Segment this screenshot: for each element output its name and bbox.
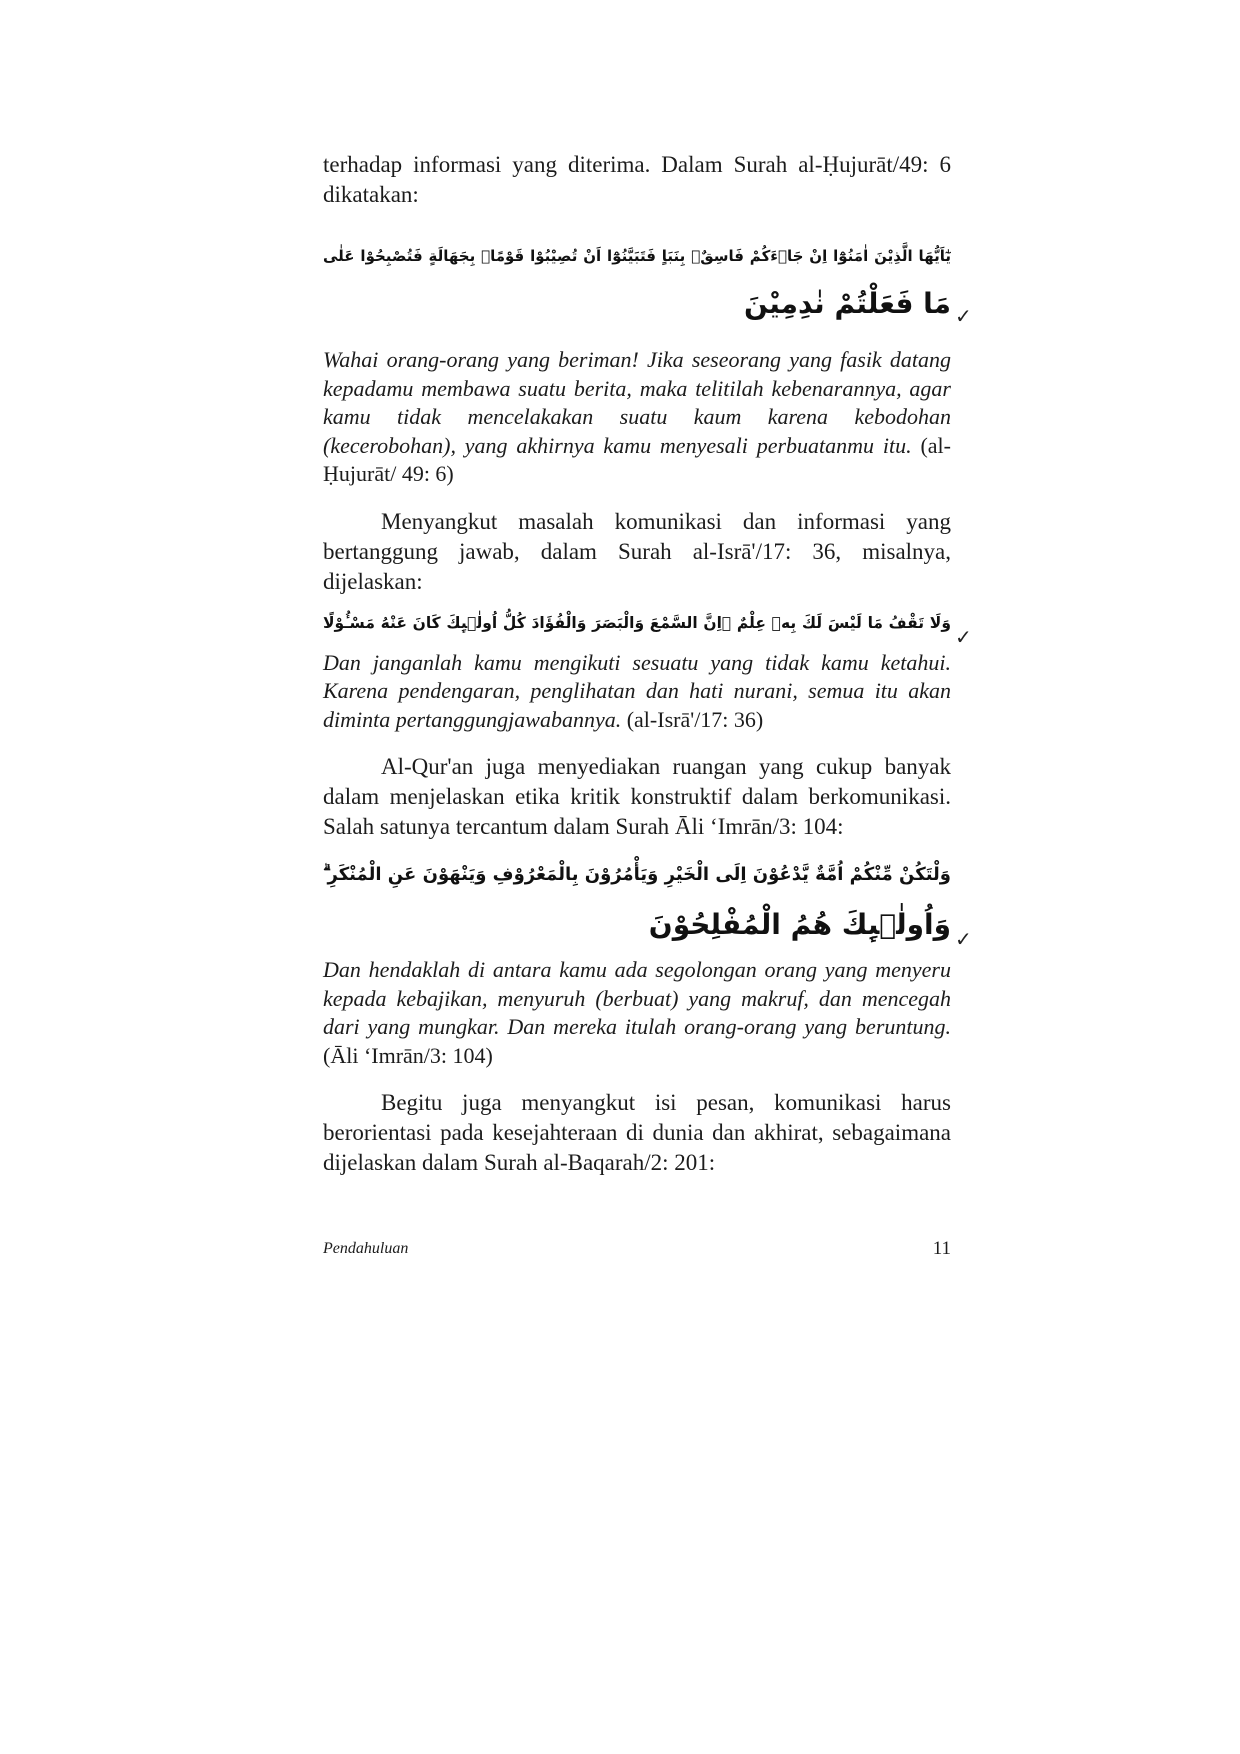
paragraph-intro: terhadap informasi yang diterima. Dalam Surah al-Ḥujurāt/49: 6 dikatakan: xyxy=(323,152,951,207)
verse-citation: (al-Ḥujurāt/ 49: 6) xyxy=(323,432,951,486)
verse-mark-icon: ✓ xyxy=(955,927,972,951)
translation-text: Dan janganlah kamu mengikuti sesuatu yang tidak kamu ketahui. Karena pendengaran, penglihatan dan hati nurani, semua itu akan diminta pertanggungjawabannya. xyxy=(323,649,951,732)
verse-citation: (al-Isrā'/17: 36) xyxy=(621,706,764,732)
verse-ali-imran-arabic-line-1: وَلْتَكُنْ مِّنْكُمْ اُمَّةٌ يَّدْعُوْنَ اِلَى الْخَيْرِ وَيَأْمُرُوْنَ بِالْمَعْرُوْفِ وَيَنْهَوْنَ عَنِ الْمُنْكَرِ ۗ xyxy=(323,864,951,885)
verse-al-isra-arabic xyxy=(323,601,972,649)
verse-al-hujurat-arabic-line-2: مَا فَعَلْتُمْ نٰدِمِيْنَ xyxy=(744,287,951,320)
translation-text: Dan hendaklah di antara kamu ada segolongan orang yang menyeru kepada kebajikan, menyuruh (berbuat) yang makruf, dan mencegah dari yang mungkar. Dan mereka itulah orang-orang yang beruntung. xyxy=(323,957,951,1039)
page-footer xyxy=(323,1240,951,1270)
verse-mark-icon: ✓ xyxy=(955,304,972,328)
verse-al-isra-translation xyxy=(323,649,951,735)
verse-al-hujurat-arabic-line-1: يٰٓاَيُّهَا الَّذِيْنَ اٰمَنُوْٓا اِنْ جَاۤءَكُمْ فَاسِقٌۢ بِنَبَاٍ فَتَبَيَّنُوْٓا اَنْ تُصِيْبُوْا قَوْمًاۢ بِجَهَالَةٍ فَتُصْبِحُوْا عَلٰى xyxy=(323,247,951,265)
paragraph-ali-imran: Al-Qur'an juga menyediakan ruangan yang cukup banyak dalam menjelaskan etika kritik konstruktif dalam berkomunikasi. Salah satunya tercantum dalam Surah Āli ‘Imrān/3: 104: xyxy=(323,754,951,839)
translation-text: Wahai orang-orang yang beriman! Jika seseorang yang fasik datang kepadamu membawa suatu berita, maka telitilah kebenarannya, agar kamu tidak mencelakakan suatu kaum karena kebodohan (kecerobohan), yang akhirnya kamu menyesali perbuatanmu itu. xyxy=(323,347,951,458)
page-number: 11 xyxy=(932,1238,951,1259)
paragraph-baqarah: Begitu juga menyangkut isi pesan, komunikasi harus berorientasi pada kesejahteraan di dunia dan akhirat, sebagaimana dijelaskan dalam Surah al-Baqarah/2: 201: xyxy=(323,1090,951,1175)
verse-ali-imran-arabic xyxy=(323,850,972,951)
verse-ali-imran-translation xyxy=(323,956,951,1070)
verse-ali-imran-arabic-line-2: وَاُولٰۤىِٕكَ هُمُ الْمُفْلِحُوْنَ xyxy=(648,908,951,941)
page-body xyxy=(323,150,972,1300)
verse-al-isra-arabic-line-1: وَلَا تَقْفُ مَا لَيْسَ لَكَ بِهٖ عِلْمٌ ۗاِنَّ السَّمْعَ وَالْبَصَرَ وَالْفُؤَادَ كُلُّ اُولٰۤىِٕكَ كَانَ عَنْهُ مَسْـُٔوْلًا xyxy=(323,613,951,632)
paragraph-isra: Menyangkut masalah komunikasi dan informasi yang bertanggung jawab, dalam Surah al-Isrā'/17: 36, misalnya, dijelaskan: xyxy=(323,508,951,594)
verse-al-hujurat-arabic xyxy=(323,232,972,328)
verse-citation: (Āli ‘Imrān/3: 104) xyxy=(323,1042,493,1068)
verse-al-hujurat-translation xyxy=(323,346,951,489)
verse-mark-icon: ✓ xyxy=(955,624,972,649)
chapter-title: Pendahuluan xyxy=(323,1240,409,1257)
